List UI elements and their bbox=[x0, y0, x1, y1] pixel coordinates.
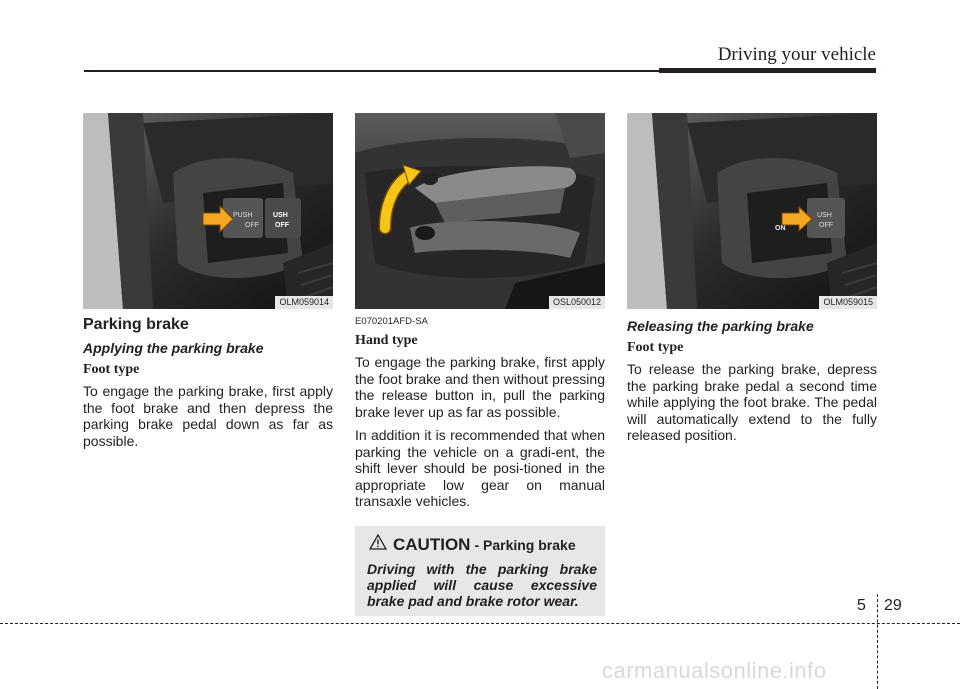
pedal-label-push: USH bbox=[817, 212, 832, 219]
page-number: 29 bbox=[884, 597, 902, 614]
caution-box bbox=[355, 526, 605, 616]
caution-label: CAUTION bbox=[393, 534, 471, 554]
column-hand bbox=[355, 113, 605, 510]
reference-code: E070201AFD-SA bbox=[355, 316, 428, 327]
foot-brake-photo bbox=[83, 113, 333, 309]
header-title: Driving your vehicle bbox=[717, 44, 876, 65]
watermark: carmanualsonline.info bbox=[602, 658, 827, 683]
hand-brake-photo bbox=[355, 113, 605, 309]
section-title: Parking brake bbox=[83, 316, 189, 333]
body-paragraph: To release the parking brake, depress the parking brake pedal a second time while applying the foot brake. The pedal will automatically extend to the fully released position. bbox=[627, 361, 877, 443]
warning-triangle-icon bbox=[369, 534, 387, 555]
pedal-label-push-2: USH bbox=[273, 212, 288, 219]
subsection-title: Releasing the parking brake bbox=[627, 318, 814, 334]
caution-text: Driving with the parking brake applied will cause excessive brake pad and brake rotor wear. bbox=[367, 561, 597, 609]
column-foot-release bbox=[627, 113, 877, 444]
pedal-label-push: PUSH bbox=[233, 212, 253, 219]
pedal-label-off: OFF bbox=[245, 222, 259, 229]
type-label: Foot type bbox=[627, 340, 684, 355]
subsection-title: Applying the parking brake bbox=[83, 340, 264, 356]
body-paragraph: To engage the parking brake, first apply the foot brake and then depress the parking brake pedal down as far as possible. bbox=[83, 383, 333, 449]
footer-divider bbox=[877, 594, 878, 689]
body-paragraph-1: To engage the parking brake, first apply the foot brake and then without pressing the release button in, pull the parking brake lever up as far as possible. bbox=[355, 354, 605, 420]
header-rule bbox=[84, 70, 659, 72]
type-label: Foot type bbox=[83, 362, 140, 377]
type-label: Hand type bbox=[355, 333, 418, 348]
foot-brake-release-photo bbox=[627, 113, 877, 309]
caution-subheading: - Parking brake bbox=[474, 536, 576, 553]
pedal-label-off-2: OFF bbox=[275, 222, 289, 229]
footer-rule bbox=[0, 623, 960, 624]
pedal-label-on: ON bbox=[775, 225, 786, 232]
pedal-label-off: OFF bbox=[819, 222, 833, 229]
body-paragraph-2: In addition it is recommended that when parking the vehicle on a gradi-ent, the shift lever should be posi-tioned in the appropriate low gear on manual transaxle vehicles. bbox=[355, 427, 605, 509]
image-code: OLM059014 bbox=[275, 296, 333, 309]
column-foot-apply bbox=[83, 113, 333, 449]
image-code: OLM059015 bbox=[819, 296, 877, 309]
image-code: OSL050012 bbox=[549, 296, 605, 309]
chapter-number: 5 bbox=[857, 597, 866, 614]
caution-heading bbox=[367, 534, 597, 555]
header-rule-accent bbox=[659, 68, 876, 73]
